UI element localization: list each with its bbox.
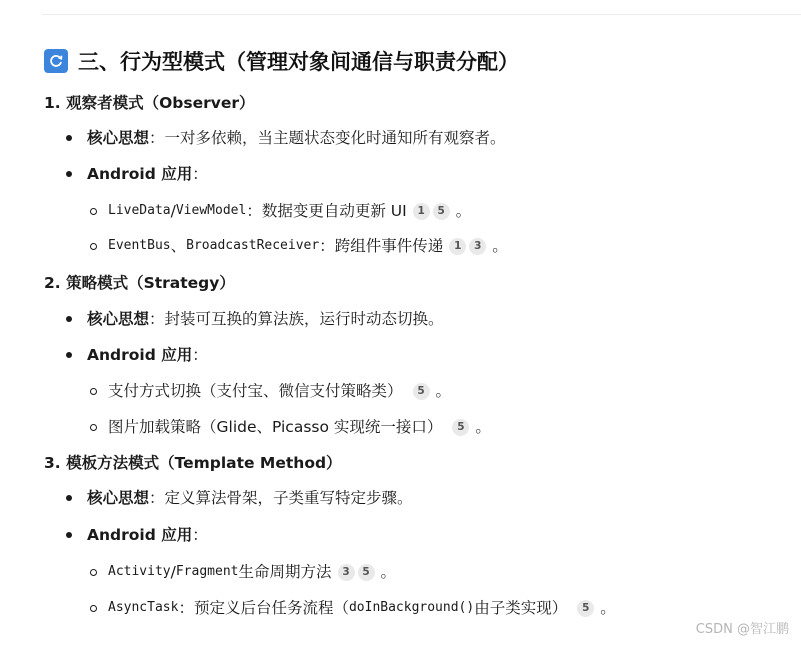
citation-badge[interactable]: 1 [449,238,466,255]
watermark: CSDN @智江鹏 [695,622,789,637]
bullet-dot [66,532,72,538]
item-end: 。 [455,202,472,220]
core-text: ：封装可互换的算法族，运行时动态切换。 [149,310,444,328]
list-item [90,381,451,401]
item-text: 图片加载策略（Glide、Picasso 实现统一接口） [108,418,443,436]
bullet-dot [66,171,72,177]
bullet-ring [90,424,97,431]
bullet-dot [66,495,72,501]
list-item [90,201,471,221]
bullet-dot [66,316,72,322]
citation-badge[interactable]: 3 [338,564,355,581]
separator: 、 [170,237,187,255]
separator: / [170,202,176,220]
item-end: 。 [435,382,452,400]
item-end: 。 [475,418,491,436]
core-label: 核心思想 [87,489,150,507]
item-text: 由子类实现） [474,599,568,617]
list-item [66,164,208,184]
code-text: LiveData [108,203,171,218]
item-end: 。 [380,563,397,581]
code-text: AsyncTask [108,600,179,615]
item-text: 支付方式切换（支付宝、微信支付策略类） [108,382,403,400]
separator: / [170,563,176,581]
item-text: ：预定义后台任务流程（ [178,599,349,617]
item-text: 生命周期方法 [238,563,332,581]
bullet-ring [90,388,97,395]
bullet-dot [66,135,72,141]
list-item [90,562,396,582]
code-text: ViewModel [175,203,247,218]
android-colon: ： [192,526,208,544]
bullet-ring [90,569,97,576]
refresh-icon [44,49,68,73]
list-item [90,598,616,618]
section-title-template-method: 3. 模板方法模式（Template Method） [44,454,342,472]
top-divider [42,14,801,15]
citation-badge[interactable]: 5 [577,600,594,617]
bullet-dot [66,352,72,358]
code-text: doInBackground() [348,600,475,615]
page-heading [44,46,519,76]
citation-badge[interactable]: 1 [413,203,430,220]
android-label: Android 应用 [87,346,193,364]
core-label: 核心思想 [87,310,150,328]
citation-badge[interactable]: 5 [433,203,450,220]
section-title-observer: 1. 观察者模式（Observer） [44,94,255,112]
bullet-ring [90,208,97,215]
core-text: ：定义算法骨架，子类重写特定步骤。 [149,489,413,507]
item-end: 。 [492,237,508,255]
code-text: Activity [108,564,171,579]
code-text: EventBus [108,238,171,253]
list-item [66,345,208,365]
citation-badge[interactable]: 5 [413,383,430,400]
list-item [66,525,208,545]
list-item [90,236,508,256]
citation-badge[interactable]: 3 [469,238,486,255]
item-text: ：跨组件事件传递 [319,237,444,255]
citation-badge[interactable]: 5 [358,564,375,581]
list-item [90,417,491,437]
list-item [66,488,413,508]
code-text: BroadcastReceiver [186,238,320,253]
list-item [66,309,444,329]
code-text: Fragment [175,564,239,579]
section-title-strategy: 2. 策略模式（Strategy） [44,274,235,292]
list-item [66,128,506,148]
android-colon: ： [192,165,208,183]
bullet-ring [90,605,97,612]
core-text: ：一对多依赖，当主题状态变化时通知所有观察者。 [149,129,506,147]
android-colon: ： [192,346,208,364]
android-label: Android 应用 [87,526,193,544]
heading-text: 三、行为型模式（管理对象间通信与职责分配） [78,50,519,74]
bullet-ring [90,243,97,250]
android-label: Android 应用 [87,165,193,183]
item-text: ：数据变更自动更新 UI [246,202,407,220]
core-label: 核心思想 [87,129,150,147]
item-end: 。 [600,599,616,617]
citation-badge[interactable]: 5 [452,419,469,436]
